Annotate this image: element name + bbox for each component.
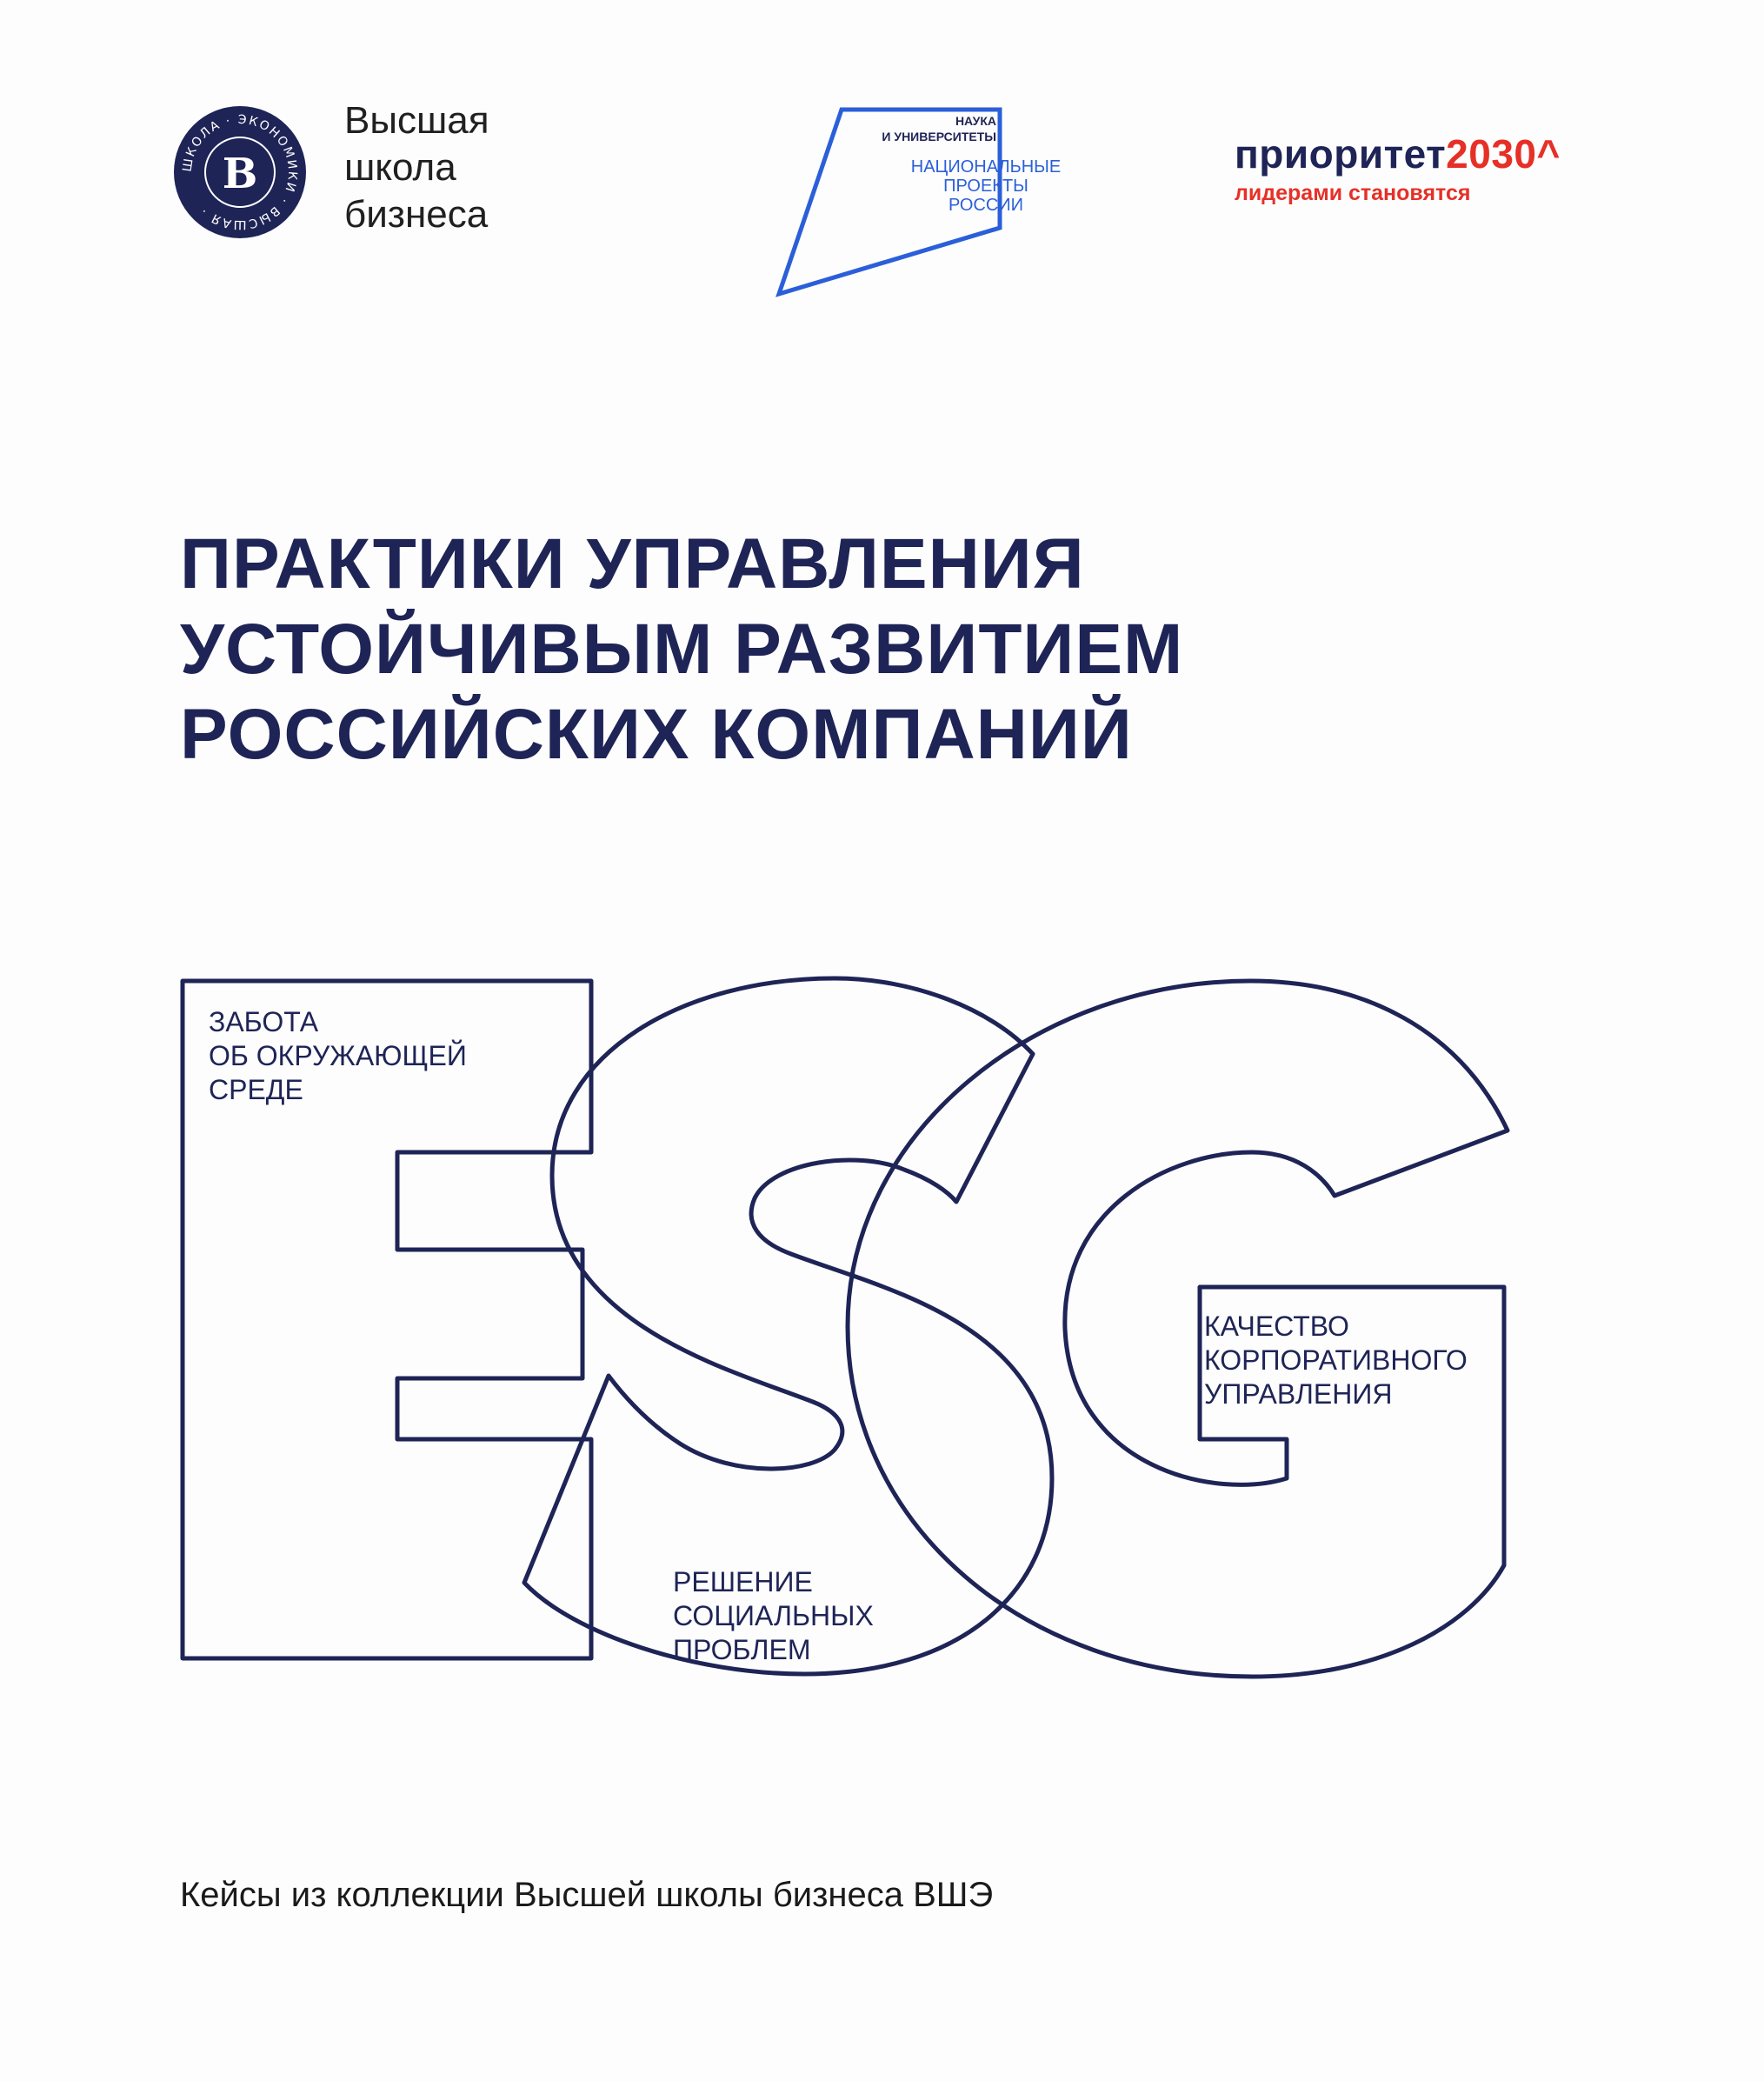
- esg-g-label-line-2: КОРПОРАТИВНОГО: [1204, 1344, 1468, 1376]
- esg-s-label-line-1: РЕШЕНИЕ: [673, 1566, 813, 1597]
- hse-emblem-center-letter: В: [222, 150, 258, 198]
- title-line-2: УСТОЙЧИВЫМ РАЗВИТИЕМ: [180, 610, 1184, 689]
- np-line-3: НАЦИОНАЛЬНЫЕ: [910, 157, 1062, 177]
- np-line-5: РОССИИ: [948, 196, 1024, 215]
- priority-word: приоритет: [1235, 131, 1447, 177]
- subtitle: Кейсы из коллекции Высшей школы бизнеса ВШЭ: [180, 1876, 994, 1914]
- priority-year: 2030^: [1446, 131, 1561, 177]
- esg-g-label-line-1: КАЧЕСТВО: [1204, 1311, 1349, 1342]
- priority-slogan: лидерами становятся: [1235, 181, 1471, 205]
- np-line-2: И УНИВЕРСИТЕТЫ: [882, 130, 996, 143]
- esg-e-label-line-3: СРЕДЕ: [209, 1074, 303, 1105]
- esg-s-label-line-2: СОЦИАЛЬНЫХ: [673, 1600, 874, 1631]
- esg-g-label-line-3: УПРАВЛЕНИЯ: [1204, 1378, 1393, 1410]
- esg-e-label-line-1: ЗАБОТА: [209, 1006, 319, 1037]
- hse-wordmark-line-3: бизнеса: [344, 193, 489, 236]
- title-line-1: ПРАКТИКИ УПРАВЛЕНИЯ: [180, 524, 1085, 604]
- hse-wordmark-line-2: школа: [344, 146, 456, 189]
- hse-emblem-ring-text: ШКОЛА · ЭКОНОМИКИ · ВЫСШАЯ ·: [180, 112, 300, 232]
- esg-e-label-line-2: ОБ ОКРУЖАЮЩЕЙ: [209, 1040, 467, 1071]
- esg-s-label-line-3: ПРОБЛЕМ: [673, 1634, 811, 1665]
- esg-e-label: [209, 1005, 467, 1107]
- title-line-3: РОССИЙСКИХ КОМПАНИЙ: [180, 695, 1133, 774]
- esg-g-label: [1204, 1310, 1468, 1411]
- np-line-4: ПРОЕКТЫ: [943, 177, 1028, 196]
- esg-s-label: [673, 1565, 874, 1667]
- np-line-1: НАУКА: [955, 114, 996, 128]
- hse-wordmark-line-1: Высшая: [344, 99, 489, 142]
